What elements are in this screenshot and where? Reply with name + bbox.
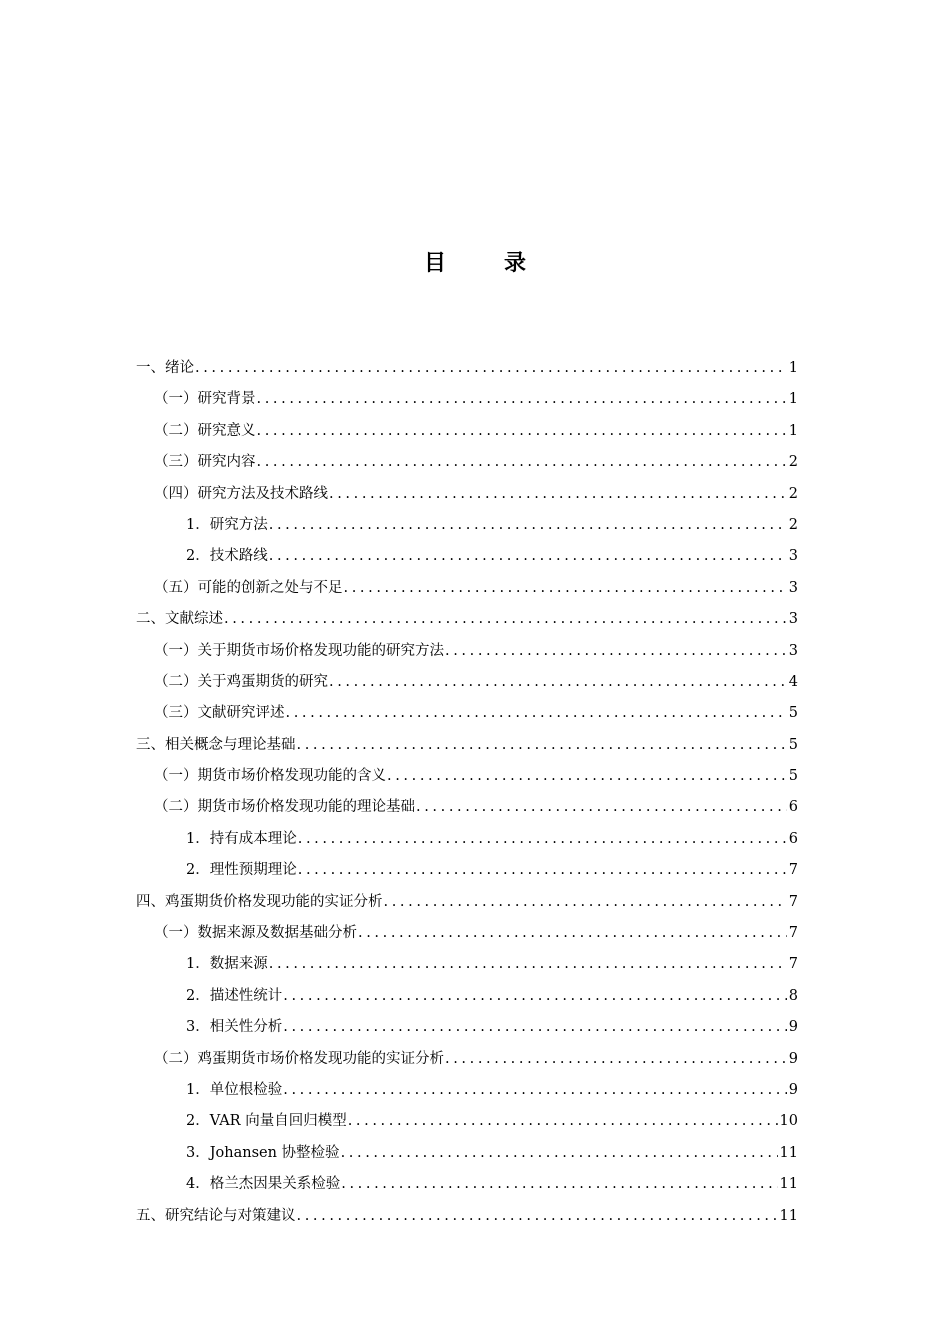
toc-entry-page-number: 9 xyxy=(788,1019,798,1036)
toc-dot-leader xyxy=(341,1169,777,1200)
toc-entry-page-number: 3 xyxy=(788,642,798,659)
toc-entry-title: 三、相关概念与理论基础 xyxy=(136,736,296,753)
toc-entry[interactable] xyxy=(136,949,798,980)
toc-entry-title: （五）可能的创新之处与不足 xyxy=(154,579,343,596)
toc-entry[interactable] xyxy=(136,1201,798,1232)
toc-entry-title: （二）鸡蛋期货市场价格发现功能的实证分析 xyxy=(154,1050,444,1067)
toc-entry-title: （一）期货市场价格发现功能的含义 xyxy=(154,768,386,785)
toc-entry-page-number: 11 xyxy=(779,1207,798,1224)
toc-dot-leader xyxy=(224,604,787,635)
toc-entry[interactable] xyxy=(136,479,798,510)
toc-dot-leader xyxy=(257,384,787,415)
toc-dot-leader xyxy=(297,730,787,761)
toc-entry-page-number: 1 xyxy=(788,360,798,376)
toc-entry-page-number: 1 xyxy=(788,422,798,439)
toc-dot-leader xyxy=(283,1012,787,1043)
toc-entry-title: （二）关于鸡蛋期货的研究 xyxy=(154,673,328,690)
toc-entry-page-number: 11 xyxy=(779,1144,798,1161)
toc-entry-title: 1．研究方法 xyxy=(186,516,268,533)
toc-entry-page-number: 3 xyxy=(788,579,798,596)
toc-entry[interactable] xyxy=(136,447,798,478)
toc-entry-page-number: 11 xyxy=(779,1176,798,1193)
toc-dot-leader xyxy=(297,1201,778,1232)
toc-dot-leader xyxy=(416,792,787,823)
toc-entry[interactable] xyxy=(136,730,798,761)
toc-entry-title: （二）期货市场价格发现功能的理论基础 xyxy=(154,799,415,816)
toc-entry-page-number: 10 xyxy=(779,1113,798,1130)
toc-entry-page-number: 3 xyxy=(788,611,798,628)
toc-entry[interactable] xyxy=(136,353,798,384)
toc-entry[interactable] xyxy=(136,604,798,635)
toc-dot-leader xyxy=(358,918,787,949)
page-title: 目 录 xyxy=(423,251,544,276)
toc-entry-page-number: 5 xyxy=(788,736,798,753)
toc-entry-title: 1．持有成本理论 xyxy=(186,830,297,847)
toc-entry-title: 2．描述性统计 xyxy=(186,987,283,1004)
toc-entry[interactable] xyxy=(136,981,798,1012)
toc-entry[interactable] xyxy=(136,761,798,792)
toc-entry-title: （一）关于期货市场价格发现功能的研究方法 xyxy=(154,642,444,659)
toc-entry-page-number: 1 xyxy=(788,391,798,408)
toc-entry-page-number: 2 xyxy=(788,454,798,471)
toc-entry-page-number: 6 xyxy=(788,830,798,847)
toc-entry[interactable] xyxy=(136,792,798,823)
toc-entry[interactable] xyxy=(136,1106,798,1137)
toc-entry-page-number: 5 xyxy=(788,705,798,722)
toc-entry-title: 3．相关性分析 xyxy=(186,1019,283,1036)
toc-dot-leader xyxy=(257,416,787,447)
toc-dot-leader xyxy=(283,1075,787,1106)
toc-entry[interactable] xyxy=(136,573,798,604)
toc-dot-leader xyxy=(445,1044,787,1075)
toc-dot-leader xyxy=(298,824,787,855)
toc-entry-title: （三）文献研究评述 xyxy=(154,705,285,722)
toc-dot-leader xyxy=(269,949,787,980)
toc-entry[interactable] xyxy=(136,510,798,541)
toc-entry-title: 1．单位根检验 xyxy=(186,1081,283,1098)
toc-entry-page-number: 7 xyxy=(788,862,798,879)
toc-dot-leader xyxy=(348,1106,778,1137)
toc-entry-page-number: 7 xyxy=(788,893,798,910)
toc-entry[interactable] xyxy=(136,1075,798,1106)
toc-entry[interactable] xyxy=(136,541,798,572)
toc-entry-title: 2．VAR 向量自回归模型 xyxy=(186,1113,347,1130)
toc-entry-title: 1．数据来源 xyxy=(186,956,268,973)
toc-dot-leader xyxy=(445,636,787,667)
toc-dot-leader xyxy=(195,353,787,384)
toc-dot-leader xyxy=(283,981,787,1012)
toc-entry-page-number: 3 xyxy=(788,548,798,565)
toc-entry-title: （二）研究意义 xyxy=(154,422,256,439)
toc-entry-page-number: 2 xyxy=(788,485,798,502)
toc-entry-title: （一）研究背景 xyxy=(154,391,256,408)
toc-entry-title: 二、文献综述 xyxy=(136,611,223,628)
toc-entry[interactable] xyxy=(136,384,798,415)
toc-entry[interactable] xyxy=(136,1044,798,1075)
toc-dot-leader xyxy=(344,573,787,604)
toc-dot-leader xyxy=(329,667,787,698)
toc-entry[interactable] xyxy=(136,416,798,447)
toc-entry-page-number: 7 xyxy=(788,925,798,942)
toc-dot-leader xyxy=(269,510,787,541)
toc-dot-leader xyxy=(387,761,787,792)
toc-entry[interactable] xyxy=(136,1138,798,1169)
toc-entry-title: （一）数据来源及数据基础分析 xyxy=(154,925,357,942)
toc-entry-page-number: 6 xyxy=(788,799,798,816)
toc-dot-leader xyxy=(286,698,787,729)
toc-entry-title: （四）研究方法及技术路线 xyxy=(154,485,328,502)
toc-entry[interactable] xyxy=(136,824,798,855)
toc-entry-title: 五、研究结论与对策建议 xyxy=(136,1207,296,1224)
toc-entry[interactable] xyxy=(136,1012,798,1043)
toc-entry[interactable] xyxy=(136,698,798,729)
toc-entry-page-number: 7 xyxy=(788,956,798,973)
toc-entry-title: 四、鸡蛋期货价格发现功能的实证分析 xyxy=(136,893,383,910)
toc-entry-title: 2．理性预期理论 xyxy=(186,862,297,879)
toc-dot-leader xyxy=(257,447,787,478)
toc-entry-title: （三）研究内容 xyxy=(154,454,256,471)
toc-dot-leader xyxy=(384,887,787,918)
toc-entry[interactable] xyxy=(136,1169,798,1200)
toc-entry-page-number: 8 xyxy=(788,987,798,1004)
toc-entry[interactable] xyxy=(136,918,798,949)
toc-entry-page-number: 9 xyxy=(788,1050,798,1067)
toc-entry-title: 一、绪论 xyxy=(136,360,194,376)
toc-dot-leader xyxy=(341,1138,778,1169)
toc-dot-leader xyxy=(298,855,787,886)
toc-entry[interactable] xyxy=(136,636,798,667)
toc-entry-title: 4．格兰杰因果关系检验 xyxy=(186,1176,341,1193)
toc-entry[interactable] xyxy=(136,855,798,886)
toc-entry[interactable] xyxy=(136,887,798,918)
toc-entry-title: 3．Johansen 协整检验 xyxy=(186,1144,340,1161)
toc-entry-title: 2．技术路线 xyxy=(186,548,268,565)
toc-dot-leader xyxy=(269,541,787,572)
toc-entry-page-number: 2 xyxy=(788,516,798,533)
toc-entry-page-number: 5 xyxy=(788,768,798,785)
table-of-contents xyxy=(136,353,798,1232)
toc-entry[interactable] xyxy=(136,667,798,698)
toc-entry-page-number: 4 xyxy=(788,673,798,690)
toc-dot-leader xyxy=(329,479,787,510)
toc-entry-page-number: 9 xyxy=(788,1081,798,1098)
